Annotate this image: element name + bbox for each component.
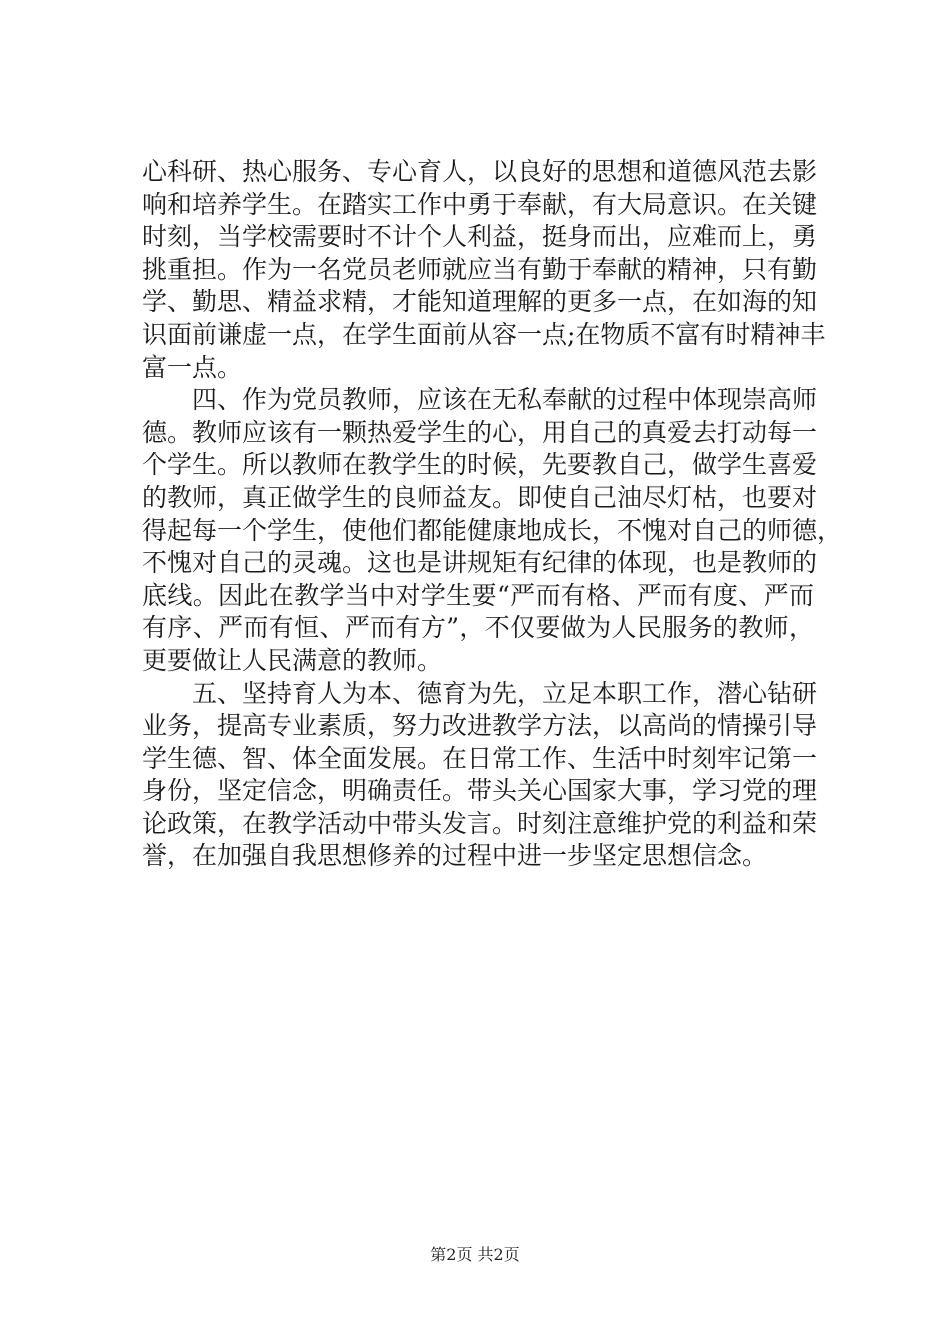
text-line: 个学生。所以教师在教学生的时候，先要教自己，做学生喜爱 (142, 450, 818, 480)
text-line: 的教师，真正做学生的良师益友。即使自己油尽灯枯，也要对 (142, 482, 818, 512)
text-line: 得起每一个学生，使他们都能健康地成长，不愧对自己的师德， (142, 515, 843, 545)
body-text (142, 156, 843, 873)
text-line: 业务，提高专业素质，努力改进教学方法，以高尚的情操引导 (142, 711, 818, 741)
text-line: 有序、严而有恒、严而有方”，不仅要做为人民服务的教师， (142, 613, 814, 643)
text-line: 不愧对自己的灵魂。这也是讲规矩有纪律的体现，也是教师的 (142, 548, 818, 578)
text-line: 更要做让人民满意的教师。 (142, 645, 443, 675)
text-line: 响和培养学生。在踏实工作中勇于奉献，有大局意识。在关键 (142, 189, 818, 219)
text-line: 挑重担。作为一名党员老师就应当有勤于奉献的精神，只有勤 (142, 254, 818, 284)
text-line: 五、坚持育人为本、德育为先，立足本职工作，潜心钻研 (142, 678, 818, 708)
page-number-footer: 第2页 共2页 (430, 1245, 520, 1264)
text-line: 德。教师应该有一颗热爱学生的心，用自己的真爱去打动每一 (142, 417, 818, 447)
text-line: 心科研、热心服务、专心育人，以良好的思想和道德风范去影 (142, 157, 818, 186)
text-line: 时刻，当学校需要时不计个人利益，挺身而出，应难而上，勇 (142, 222, 818, 252)
text-line: 富一点。 (142, 352, 243, 382)
text-line: 学生德、智、体全面发展。在日常工作、生活中时刻牢记第一 (142, 743, 818, 773)
text-line: 誉，在加强自我思想修养的过程中进一步坚定思想信念。 (142, 841, 768, 871)
text-line: 底线。因此在教学当中对学生要“严而有格、严而有度、严而 (142, 580, 814, 610)
text-line: 论政策，在教学活动中带头发言。时刻注意维护党的利益和荣 (142, 808, 818, 838)
text-line: 学、勤思、精益求精，才能知道理解的更多一点，在如海的知 (142, 287, 818, 317)
text-line: 识面前谦虚一点，在学生面前从容一点;在物质不富有时精神丰 (142, 319, 826, 349)
text-line: 四、作为党员教师，应该在无私奉献的过程中体现崇高师 (142, 385, 818, 415)
text-line: 身份，坚定信念，明确责任。带头关心国家大事，学习党的理 (142, 776, 818, 806)
